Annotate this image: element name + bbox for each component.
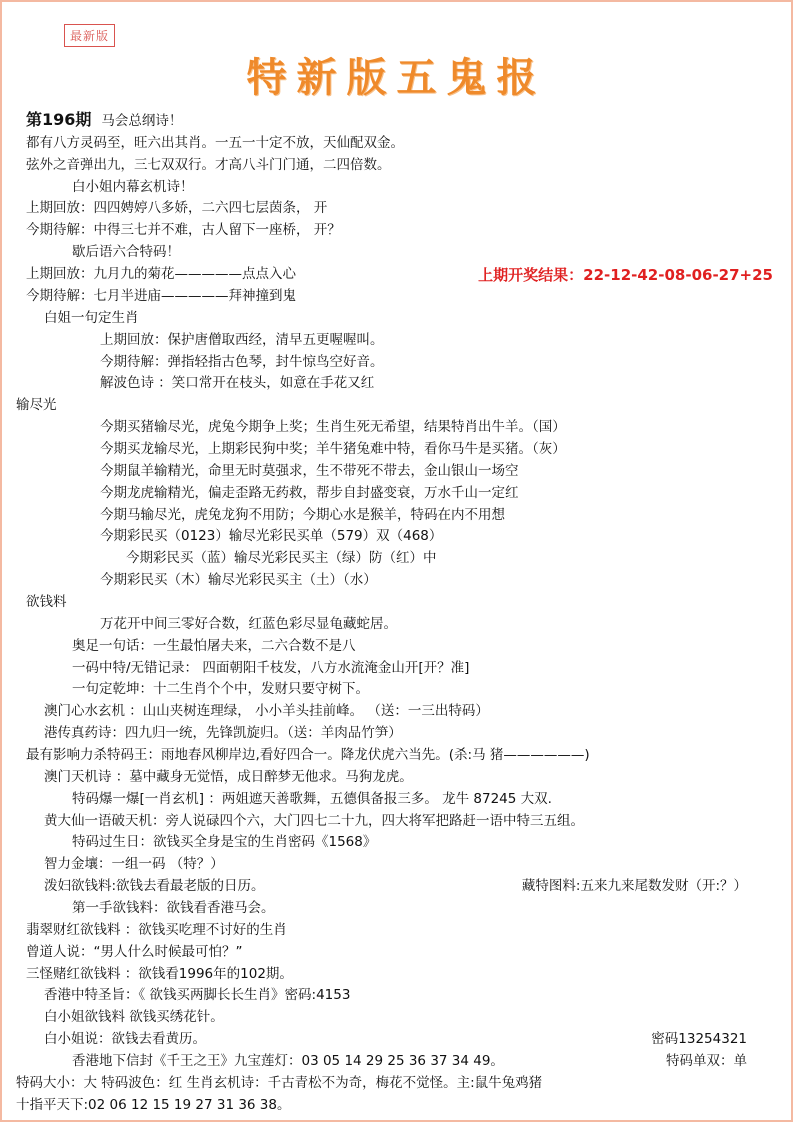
shujinguang-line-5: 今期马输尽光，虎兔龙狗不用防；今期心水是猴羊，特码在内不用想 [100, 506, 505, 523]
poem-line-2: 弦外之音弹出九，三七双双行。才高八斗门门通，二四倍数。 [26, 156, 391, 173]
yuqianliao-line-2: 奥足一句话：一生最怕屠夫来，二六合数不是八 [72, 637, 356, 654]
yuqianliao-line-21-right: 特码单双：单 [666, 1053, 747, 1069]
yuqianliao-line-15: 翡翠财红欲钱料 ：欲钱买吃理不讨好的生肖 [26, 921, 287, 938]
pending-line-2: 今期待解：七月半进庙—————拜神撞到鬼 [26, 287, 296, 304]
yuqianliao-line-11: 特码过生日：欲钱买全身是宝的生肖密码《1568》 [72, 834, 377, 851]
yuqianliao-line-5: 澳门心水玄机 ：山山夹树连理绿， 小小羊头挂前峰。 （送：一三出特码） [44, 703, 489, 720]
yuqianliao-heading: 欲钱料 [26, 593, 67, 610]
yuqianliao-line-23: 十指平天下:02 06 12 15 19 27 31 36 38。 [16, 1096, 291, 1113]
yuqianliao-line-22: 特码大小：大 特码波色：红 生肖玄机诗：千古青松不为奇，梅花不觉怪。主:鼠牛兔鸡猪 [16, 1074, 543, 1091]
shujinguang-heading: 输尽光 [16, 397, 57, 414]
xiehouyu-heading: 歇后语六合特码！ [72, 244, 180, 261]
yuqianliao-line-4: 一句定乾坤：十二生肖个个中，发财只要守树下。 [72, 681, 369, 698]
baixiaojie-heading: 白小姐内幕玄机诗！ [72, 178, 194, 195]
shujinguang-line-2: 今期买龙输尽光，上期彩民狗中奖；羊牛猪兔难中特，看你马牛是买猪。（灰） [100, 440, 566, 457]
yuqianliao-line-13 [16, 876, 777, 898]
yuqianliao-line-20-right: 密码13254321 [651, 1031, 747, 1048]
issue-number: 第196期 [26, 110, 92, 129]
yuqianliao-line-8: 澳门天机诗 ：墓中藏身无觉悟，成日醉梦无他求。马狗龙虎。 [44, 768, 413, 785]
baijie-pending: 今期待解：弹指轻指古色琴，封牛惊鸟空好音。 [100, 353, 384, 370]
page-title: 特新版五鬼报 [246, 54, 547, 101]
yuqianliao-line-18: 香港中特圣旨：《 欲钱买两脚长长生肖》密码:4153 [44, 987, 351, 1004]
yuqianliao-line-1: 万花开中间三零好合数，红蓝色彩尽显龟藏蛇居。 [100, 615, 397, 632]
issue-subtitle: 马会总纲诗！ [101, 113, 183, 129]
issue-line [16, 107, 777, 133]
yuqianliao-line-10: 黄大仙一语破天机：旁人说碌四个六，大门四七二十九，四大将军把路赶一语中特三五组。 [44, 812, 584, 829]
yuqianliao-line-12: 智力金壤：一组一码 （特？） [44, 856, 224, 873]
yuqianliao-line-20-left: 白小姐说：欲钱去看黄历。 [44, 1031, 206, 1048]
last-review-line-2: 上期回放：九月九的菊花—————点点入心 [26, 266, 296, 283]
yuqianliao-line-7: 最有影响力杀特码王：雨地春风柳岸边,看好四合一。降龙伏虎六当先。(杀:马 猪——————) [26, 746, 590, 763]
shujinguang-line-4: 今期龙虎输精光，偏走歪路无药救，帮步自封盛变衰，万水千山一定红 [100, 484, 519, 501]
yuqianliao-line-16: 曾道人说：“男人什么时候最可怕？” [26, 943, 243, 960]
yuqianliao-line-20 [16, 1029, 777, 1051]
yuqianliao-line-19: 白小姐欲钱料 欲钱买绣花针。 [44, 1009, 224, 1026]
shujinguang-line-7: 今期彩民买（蓝）输尽光彩民买主（绿）防（红）中 [126, 550, 437, 567]
yuqianliao-line-6: 港传真药诗：四九归一统，先锋凯旋归。（送：羊肉品竹笋） [44, 725, 402, 742]
shujinguang-line-1: 今期买猪输尽光，虎兔今期争上奖；生肖生死无希望，结果特肖出牛羊。（国） [100, 419, 566, 436]
yuqianliao-line-21-left: 香港地下信封《千王之王》九宝莲灯：03 05 14 29 25 36 37 34 49。 [72, 1053, 504, 1069]
yuqianliao-line-13-left: 泼妇欲钱料:欲钱去看最老版的日历。 [44, 878, 265, 895]
newest-version-badge: 最新版 [64, 24, 115, 47]
yuqianliao-line-17: 三怪赌红欲钱料 ：欲钱看1996年的102期。 [26, 965, 293, 982]
last-draw-result: 上期开奖结果：22-12-42-08-06-27+25 [478, 266, 773, 284]
shujinguang-line-8: 今期彩民买（木）输尽光彩民买主（土）（水） [100, 572, 377, 589]
shujinguang-line-3: 今期鼠羊输精光，命里无时莫强求，生不带死不带去，金山银山一场空 [100, 462, 519, 479]
pending-line-1: 今期待解：中得三七并不难，古人留下一座桥， 开？ [26, 222, 341, 239]
last-review-line-1: 上期回放：四四娉婷八多娇，二六四七层茵条， 开 [26, 200, 328, 217]
report-body [16, 107, 777, 1117]
yuqianliao-line-3: 一码中特/无错记录： 四面朝阳千枝发，八方水流淹金山开[开？准] [72, 659, 470, 676]
yuqianliao-line-13-right: 藏特图料:五来九来尾数发财（开:？） [521, 878, 747, 895]
baijie-heading: 白姐一句定生肖 [44, 309, 139, 326]
baijie-color-poem: 解波色诗 ：笑口常开在枝头，如意在手花又红 [100, 375, 375, 392]
yuqianliao-line-9: 特码爆一爆[一肖玄机] ：两姐遮天善歌舞，五德俱备报三多。 龙牛 87245 大双. [72, 790, 552, 807]
poem-line-1: 都有八方灵码至，旺六出其肖。一五一十定不放，天仙配双金。 [26, 134, 404, 151]
yuqianliao-line-21 [16, 1051, 777, 1073]
shujinguang-line-6: 今期彩民买（0123）输尽光彩民买单（579）双（468） [100, 528, 443, 545]
baijie-last-review: 上期回放：保护唐僧取西经，清早五更喔喔叫。 [100, 331, 384, 348]
yuqianliao-line-14: 第一手欲钱料：欲钱看香港马会。 [72, 899, 275, 916]
